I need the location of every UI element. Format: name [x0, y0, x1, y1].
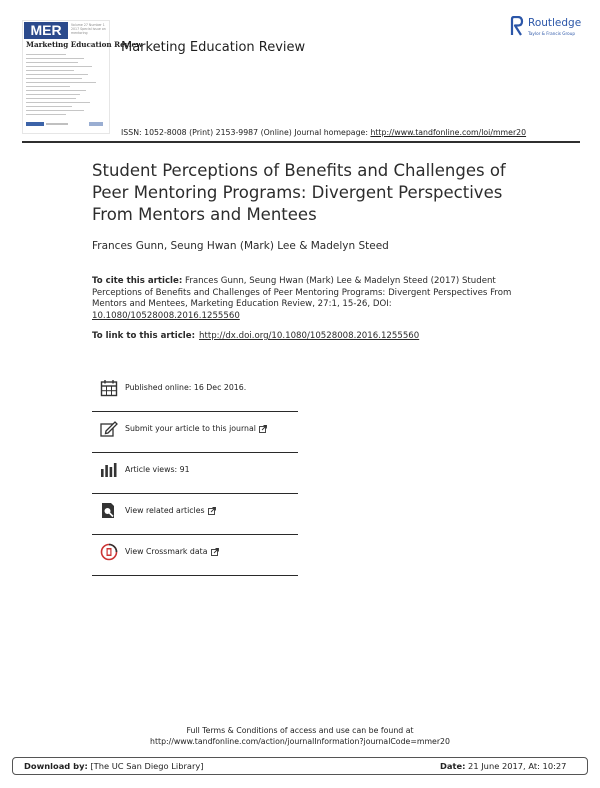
- cover-text-line: [26, 106, 72, 107]
- cover-text-line: [26, 82, 96, 83]
- cover-publisher-mark: [26, 122, 44, 126]
- cite-text: Frances Gunn, Seung Hwan (Mark) Lee & Madelyn Steed (2017) Student Perceptions of Benefits and Challenges of Peer Mentoring Programs: Divergent Perspectives From Mentors and Mentees, Marketing Education Review, 27:1, 15-26, DOI:: [92, 276, 512, 309]
- cover-text-line: [26, 54, 66, 55]
- published-date: Published online: 16 Dec 2016.: [125, 383, 247, 392]
- downloaded-by-label: Download by:: [24, 761, 88, 771]
- crossmark-row[interactable]: [92, 535, 298, 575]
- external-link-icon: [208, 507, 216, 515]
- edit-icon: [100, 420, 118, 438]
- published-online-row: [92, 371, 298, 411]
- submit-article-link[interactable]: [125, 424, 267, 433]
- cover-title: Marketing Education Review: [26, 40, 143, 49]
- info-divider: [92, 575, 298, 576]
- link-label: To link to this article:: [92, 331, 196, 341]
- cover-text-line: [26, 110, 84, 111]
- cover-text-line: [26, 86, 70, 87]
- cover-publisher-text: [46, 123, 68, 125]
- download-date-value: 21 June 2017, At: 10:27: [465, 761, 567, 771]
- terms-url[interactable]: http://www.tandfonline.com/action/journalInformation?journalCode=mmer20: [150, 737, 450, 746]
- crossmark-link[interactable]: [125, 547, 219, 556]
- cover-text-line: [26, 102, 90, 103]
- external-link-icon: [211, 548, 219, 556]
- cover-text-line: [26, 114, 66, 115]
- journal-homepage-link[interactable]: http://www.tandfonline.com/loi/mmer20: [370, 128, 527, 137]
- related-articles-link[interactable]: [125, 506, 216, 515]
- document-search-icon: [100, 502, 118, 520]
- cover-text-line: [26, 90, 86, 91]
- related-articles-row[interactable]: [92, 494, 298, 534]
- article-views: Article views: 91: [125, 465, 190, 474]
- cover-text-line: [26, 78, 82, 79]
- article-doi-link[interactable]: http://dx.doi.org/10.1080/10528008.2016.1255560: [199, 331, 420, 341]
- submit-article-label: Submit your article to this journal: [125, 424, 256, 433]
- crossmark-icon: [100, 543, 118, 561]
- crossmark-label: View Crossmark data: [125, 547, 208, 556]
- downloaded-by-value: [The UC San Diego Library]: [87, 761, 204, 771]
- cover-text-line: [26, 94, 80, 95]
- article-link-line: [92, 331, 419, 341]
- cover-text-line: [26, 66, 92, 67]
- cover-text-line: [26, 98, 76, 99]
- terms-line: Full Terms & Conditions of access and use can be found at: [186, 726, 414, 735]
- cover-text-line: [26, 74, 88, 75]
- article-views-row: [92, 453, 298, 493]
- bar-chart-icon: [100, 461, 118, 479]
- journal-cover-thumbnail[interactable]: [22, 20, 143, 134]
- cover-text-line: [26, 62, 78, 63]
- article-authors: Frances Gunn, Seung Hwan (Mark) Lee & Madelyn Steed: [92, 240, 389, 252]
- issn-text: ISSN: 1052-8008 (Print) 2153-9987 (Online) Journal homepage:: [121, 128, 368, 137]
- routledge-logo-icon: [510, 16, 524, 36]
- cover-routledge-mark: [89, 122, 103, 126]
- journal-name: Marketing Education Review: [121, 40, 306, 55]
- publisher-subtitle: Taylor & Francis Group: [528, 31, 576, 36]
- citation-block: [92, 276, 512, 322]
- cover-text-line: [26, 58, 84, 59]
- article-title: Student Perceptions of Benefits and Challenges of Peer Mentoring Programs: Divergent Perspectives From Mentors and Mentees: [92, 161, 506, 224]
- doi-link[interactable]: 10.1080/10528008.2016.1255560: [92, 310, 240, 321]
- issn-line: [121, 128, 526, 137]
- cover-text-line: [26, 70, 74, 71]
- external-link-icon: [259, 425, 267, 433]
- downloaded-by: [24, 761, 204, 771]
- cover-blurb: Volume 27 Number 1 2017 Special issue on mentoring: [71, 23, 106, 35]
- download-date: [440, 761, 566, 771]
- cite-label: To cite this article:: [92, 276, 183, 286]
- download-date-label: Date:: [440, 761, 466, 771]
- submit-article-row[interactable]: [92, 412, 298, 452]
- calendar-icon: [100, 379, 118, 397]
- publisher-name: Routledge: [528, 17, 582, 29]
- mer-logo: MER: [24, 22, 68, 39]
- related-articles-label: View related articles: [125, 506, 205, 515]
- header-divider: [22, 141, 580, 143]
